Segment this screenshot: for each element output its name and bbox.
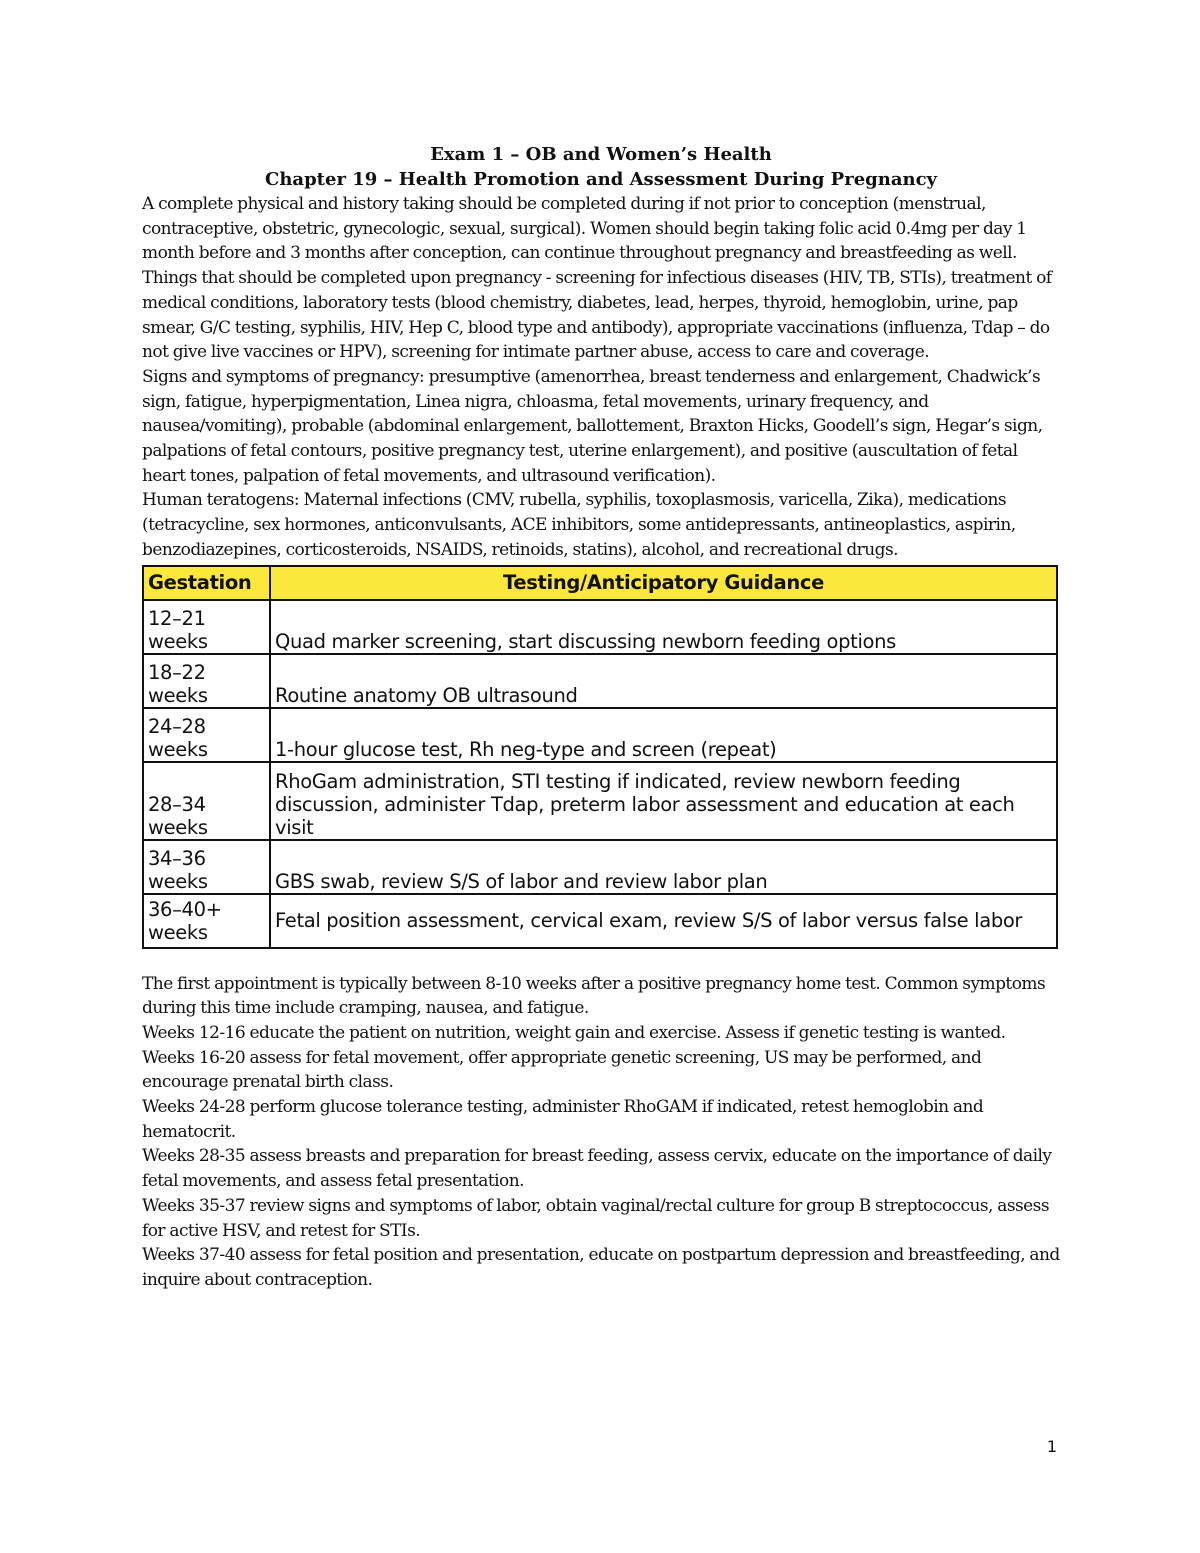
guidance-cell: Fetal position assessment, cervical exam, review S/S of labor versus false labor xyxy=(270,894,1057,948)
weeks-24-28-paragraph: Weeks 24-28 perform glucose tolerance testing, administer RhoGAM if indicated, retest hemoglobin and hematocrit. xyxy=(142,1097,984,1142)
guidance-cell: Routine anatomy OB ultrasound xyxy=(270,654,1057,708)
table-row xyxy=(143,708,1057,762)
gestation-cell: 12–21 weeks xyxy=(143,600,270,654)
gestation-cell: 28–34 weeks xyxy=(143,762,270,840)
guidance-cell: Quad marker screening, start discussing newborn feeding options xyxy=(270,600,1057,654)
weeks-16-20-paragraph: Weeks 16-20 assess for fetal movement, offer appropriate genetic screening, US may be performed, and encourage prenatal birth class. xyxy=(142,1047,982,1093)
gestation-guidance-table xyxy=(142,565,1058,949)
intro-paragraph-signs: Signs and symptoms of pregnancy: presumptive (amenorrhea, breast tenderness and enlargement, Chadwick’s sign, fatigue, hyperpigmentation, Linea nigra, chloasma, fetal movements, urinary frequency, and nausea/vomiting), probable (abdominal enlargement, ballottement, Braxton Hicks, Goodell’s sign, Hegar’s sign, palpations of fetal contours, positive pregnancy test, uterine enlargement), and positive (auscultation of fetal heart tones, palpation of fetal movements, and ultrasound verification). xyxy=(142,366,1043,486)
chapter-subtitle: Chapter 19 – Health Promotion and Assessment During Pregnancy xyxy=(265,169,937,190)
weeks-35-37-paragraph: Weeks 35-37 review signs and symptoms of labor, obtain vaginal/rectal culture for group B streptococcus, assess for active HSV, and retest for STIs. xyxy=(142,1195,1050,1241)
table-header-row xyxy=(143,566,1057,600)
document-page xyxy=(142,142,1060,1293)
table-row xyxy=(143,654,1057,708)
guidance-cell: 1-hour glucose test, Rh neg-type and screen (repeat) xyxy=(270,708,1057,762)
spacer xyxy=(142,949,1060,972)
table-row xyxy=(143,840,1057,894)
table-row xyxy=(143,600,1057,654)
first-appointment-paragraph: The first appointment is typically between 8-10 weeks after a positive pregnancy home test. Common symptoms during this time include cramping, nausea, and fatigue. xyxy=(142,973,1046,1019)
table-row xyxy=(143,762,1057,840)
intro-paragraph-teratogens: Human teratogens: Maternal infections (CMV, rubella, syphilis, toxoplasmosis, varicella, Zika), medications (tetracycline, sex hormones, anticonvulsants, ACE inhibitors, some antidepressants, antineoplastics, aspirin, benzodiazepines, corticosteroids, NSAIDS, retinoids, statins), alcohol, and recreational drugs. xyxy=(142,490,1016,560)
page-title: Exam 1 – OB and Women’s Health xyxy=(430,144,772,165)
gestation-cell: 34–36 weeks xyxy=(143,840,270,894)
weeks-12-16-paragraph: Weeks 12-16 educate the patient on nutrition, weight gain and exercise. Assess if genetic testing is wanted. xyxy=(142,1022,1006,1043)
weeks-28-35-paragraph: Weeks 28-35 assess breasts and preparation for breast feeding, assess cervix, educate on the importance of daily fetal movements, and assess fetal presentation. xyxy=(142,1146,1052,1192)
table-row xyxy=(143,894,1057,948)
header-gestation: Gestation xyxy=(143,566,270,600)
page-number: 1 xyxy=(1046,1437,1057,1456)
weeks-37-40-paragraph: Weeks 37-40 assess for fetal position and presentation, educate on postpartum depression and breastfeeding, and inquire about contraception. xyxy=(142,1245,1060,1290)
guidance-cell: GBS swab, review S/S of labor and review labor plan xyxy=(270,840,1057,894)
gestation-cell: 36–40+ weeks xyxy=(143,894,270,948)
intro-paragraph-history: A complete physical and history taking should be completed during if not prior to conception (menstrual, contraceptive, obstetric, gynecologic, sexual, surgical). Women should begin taking folic acid 0.4mg per day 1 month before and 3 months after conception, can continue throughout pregnancy and breastfeeding as well. Things that should be completed upon pregnancy - screening for infectious diseases (HIV, TB, STIs), treatment of medical conditions, laboratory tests (blood chemistry, diabetes, lead, herpes, thyroid, hemoglobin, urine, pap smear, G/C testing, syphilis, HIV, Hep C, blood type and antibody), appropriate vaccinations (influenza, Tdap – do not give live vaccines or HPV), screening for intimate partner abuse, access to care and coverage. xyxy=(142,194,1052,363)
header-guidance: Testing/Anticipatory Guidance xyxy=(270,566,1057,600)
gestation-cell: 18–22 weeks xyxy=(143,654,270,708)
gestation-cell: 24–28 weeks xyxy=(143,708,270,762)
guidance-cell: RhoGam administration, STI testing if indicated, review newborn feeding discussion, administer Tdap, preterm labor assessment and education at each visit xyxy=(270,762,1057,840)
